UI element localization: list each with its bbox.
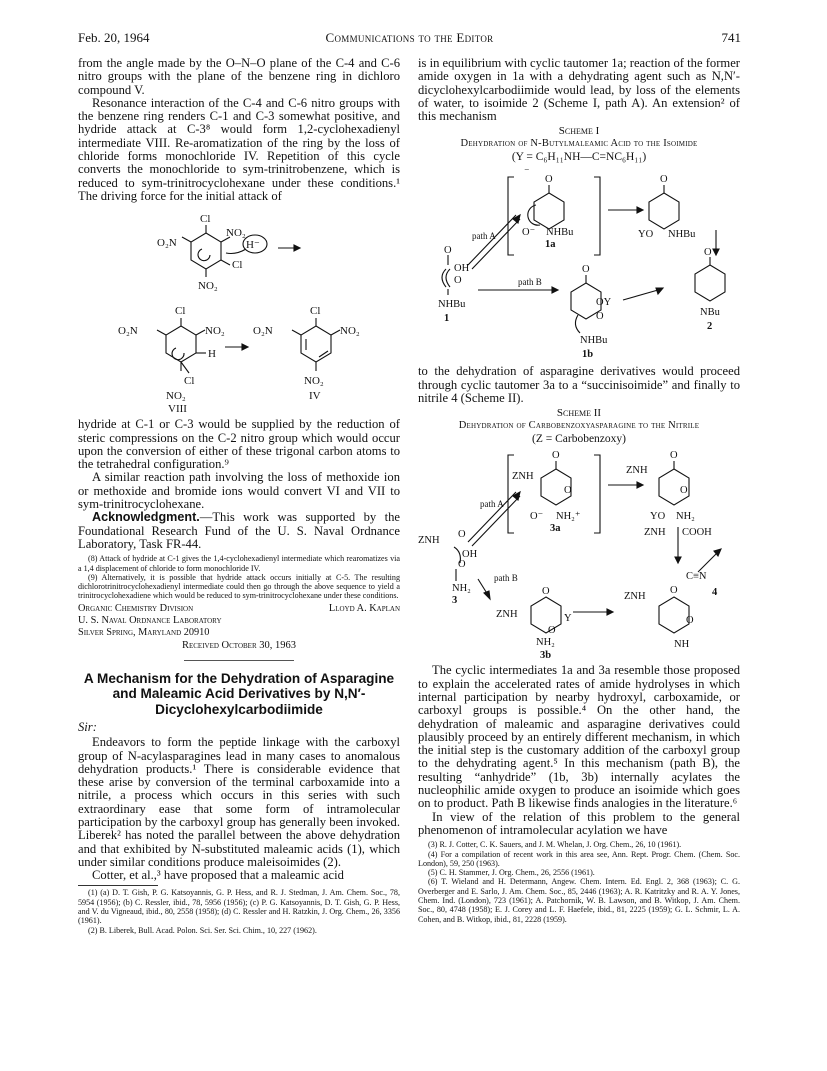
- bracket-minus: ⁻: [524, 167, 530, 179]
- scheme-subtitle: Dehydration of Carbobenzoxyasparagine to the Nitrile: [458, 420, 700, 432]
- hydrogen-label: H: [208, 348, 216, 361]
- paragraph: is in equilibrium with cyclic tautomer 1a; reaction of the former amide oxygen in 1a with a dehydrating agent such as N,N′-dicyclohexylcarbodiimide would lead, by loss of the elements of water, to isoimide 2 (Scheme I, path A). An extension² of this mechanism: [418, 56, 740, 124]
- paragraph: Resonance interaction of the C-4 and C-6 nitro groups with the benzene ring renders C-1 and C-3 somewhat positive, and hydride attack at C-3⁸ would form 1,2-cyclohexadienyl intermediate VIII. Re-aromatization of the ring by the loss of chloride forms monochloride IV. Repetition of this cycle converts the monochloride to sym-trinitrobenzene, which is reduced to sym-trinitrocyclohexane under these conditions.¹ The driving force for the initial attack of: [78, 95, 400, 203]
- laboratory: U. S. Naval Ordnance Laboratory: [78, 614, 222, 626]
- nitro-label: NO₂: [198, 280, 218, 293]
- atom-label: O: [660, 174, 668, 186]
- paragraph: to the dehydration of asparagine derivatives would proceed through cyclic tautomer 3a to a “succinisoimide” and finally to nitrile 4 (Scheme II).: [418, 364, 740, 406]
- journal-section: Communications to the Editor: [325, 30, 494, 45]
- path-a-label: path A: [480, 499, 504, 510]
- paragraph: hydride at C-1 or C-3 would be supplied by the reduction of steric compressions on the C-2 nitro group which would occur upon the conversion of either of these trigonal carbon atoms to the tetrahedral configuration.⁹: [78, 417, 400, 472]
- atom-label: O: [704, 247, 712, 259]
- atom-label: ZNH: [512, 471, 534, 483]
- atom-label: O: [454, 275, 462, 287]
- compound-label-iv: IV: [309, 390, 321, 403]
- compound-label-2: 2: [707, 321, 713, 333]
- scheme-title: Scheme II: [556, 407, 602, 420]
- compound-label-1a: 1a: [545, 239, 556, 251]
- path-a-label: path A: [472, 231, 496, 242]
- footnote: (6) T. Wieland and H. Determann, Angew. Chem. Intern. Ed. Engl. 2, 368 (1963); C. G. Overberger and E. Sarlo, J. Am. Chem. Soc., 85, 2446 (1963); A. R. Katritzky and R. A. Y. Jones, Chem. Ind. (London), 723 (1961); A. Patchornik, W. B. Lawson, and B. Witkop, J. Am. Chem. Soc., 80, 4748 (1958); E. J. Corey and L. F. Haefele, ibid., 81, 2225 (1959); G. L. Schmir, L. A. Cohen, and B. Witkop, ibid., 81, 2228 (1959).: [418, 877, 740, 924]
- author: Lloyd A. Kaplan: [328, 602, 400, 614]
- nitro-label: NO₂: [205, 325, 225, 338]
- running-header: [78, 30, 741, 50]
- paragraph: Cotter, et al.,³ have proposed that a maleamic acid: [92, 868, 344, 883]
- compound-label-4: 4: [712, 587, 718, 599]
- atom-label: OH: [462, 549, 478, 561]
- right-column: [418, 57, 740, 924]
- atom-label: O: [444, 245, 452, 257]
- atom-label: NH: [674, 639, 690, 651]
- acknowledgment: [78, 511, 400, 551]
- atom-label: O: [670, 450, 678, 462]
- footnotes: [78, 888, 400, 934]
- issue-date: Feb. 20, 1964: [78, 30, 150, 45]
- chlorine-label: Cl: [310, 305, 321, 318]
- atom-label: ZNH: [418, 535, 440, 547]
- nitro-label: NO₂: [340, 325, 360, 338]
- atom-label: O: [686, 615, 694, 627]
- nitro-label: NO₂: [166, 390, 186, 403]
- atom-label: O: [545, 174, 553, 186]
- atom-label: NH₂: [536, 637, 555, 649]
- paragraph: In view of the relation of this problem to the general phenomenon of intramolecular acylation we have: [418, 809, 740, 837]
- compound-label-3b: 3b: [540, 650, 552, 660]
- acknowledgment-title: Acknowledgment.: [92, 510, 200, 525]
- atom-label: YO: [650, 511, 666, 523]
- atom-label: O: [564, 485, 572, 497]
- scheme-note: (Z = Carbobenzoxy): [532, 433, 626, 446]
- paragraph: from the angle made by the O–N–O plane of the C-4 and C-6 nitro groups with the plane of the benzene ring in dichloro compound V.: [78, 56, 400, 97]
- atom-label: NHBu: [438, 299, 466, 311]
- article-title: A Mechanism for the Dehydration of Asparagine and Maleamic Acid Derivatives by N,N′-Dicyclohexylcarbodiimide: [83, 670, 395, 717]
- atom-label: NH₂: [676, 511, 695, 523]
- location: Silver Spring, Maryland 20910: [78, 626, 210, 638]
- compound-label-viii: VIII: [168, 403, 187, 414]
- scheme-i-diagram: [418, 165, 740, 360]
- footnote: (3) R. J. Cotter, C. K. Sauers, and J. M. Whelan, J. Org. Chem., 26, 10 (1961).: [428, 840, 682, 850]
- paragraph: A similar reaction path involving the loss of methoxide ion or methoxide and bromide ions would convert VI and VII to sym-trinitrocyclohexane.: [78, 470, 400, 512]
- atom-label: NHBu: [546, 227, 574, 239]
- compound-label-1b: 1b: [582, 349, 594, 361]
- scheme-note: (Y = C₆H₁₁NH—C=NC₆H₁₁): [511, 151, 647, 164]
- atom-label: ZNH: [496, 609, 518, 621]
- atom-label: O: [548, 625, 556, 637]
- atom-label: O: [582, 264, 590, 276]
- footnote: (2) B. Liberek, Bull. Acad. Polon. Sci. Ser. Sci. Chim., 10, 227 (1962).: [88, 925, 317, 935]
- nitro-label: O₂N: [253, 325, 273, 338]
- atom-label: NH₂⁺: [556, 511, 581, 523]
- footnotes: [78, 554, 400, 600]
- paragraph: Endeavors to form the peptide linkage with the carboxyl group of N-acylasparagines lead in many cases to anomalous dehydration products.¹ There is considerable evidence that these arise by conversion of the terminal carboxamide into a nitrile, a process which occurs in this series with such extraordinary ease that some form of intramolecular participation by the carboxyl group has generally been invoked. Liberek² has noted the parallel between the above dehydration and that exhibited by N-substituted maleamic acids (1), which under similar conditions produce maleisoimides (2).: [78, 735, 400, 869]
- division: Organic Chemistry Division: [78, 602, 194, 614]
- left-column: [78, 57, 400, 935]
- atom-label: O: [552, 450, 560, 462]
- atom-label: Y: [564, 613, 572, 625]
- hydride-label: H⁻: [246, 239, 260, 252]
- compound-label-3: 3: [452, 595, 458, 607]
- atom-label: NHBu: [580, 335, 608, 347]
- scheme-ii-diagram: [418, 447, 740, 659]
- acknowledgment-text: —This work was supported by the Foundational Research Fund of the U. S. Naval Ordnance Laboratory, Task FR-44.: [78, 510, 400, 551]
- nitro-label: O₂N: [118, 325, 138, 338]
- divider: [184, 660, 294, 661]
- compound-label-1: 1: [444, 313, 450, 325]
- footnote: (9) Alternatively, it is possible that hydride attack occurs initially at C-5. The resulting dichlorotrinitrocyclohexadienyl intermediate could then go through the above sequence to yield a trinitrocyclohexadiene which would be reduced to sym-trinitrocyclohexane under these conditions.: [78, 572, 400, 601]
- nitro-label: NO₂: [226, 227, 246, 240]
- atom-label: ZNH: [644, 527, 666, 539]
- atom-label: C≡N: [686, 571, 707, 583]
- hydride-attack-scheme: [78, 203, 400, 413]
- atom-label: O: [458, 559, 466, 571]
- chlorine-label: Cl: [200, 213, 211, 226]
- chlorine-label: Cl: [184, 375, 195, 388]
- page-number: 741: [721, 30, 741, 45]
- atom-label: NHBu: [668, 229, 696, 241]
- footnote: (4) For a compilation of recent work in this area see, Ann. Rept. Progr. Chem. (Chem. Soc. London), 59, 250 (1963).: [418, 849, 740, 868]
- atom-label: COOH: [682, 527, 712, 539]
- footnote-rule: [78, 885, 158, 886]
- affiliation: [78, 603, 400, 639]
- atom-label: ZNH: [624, 591, 646, 603]
- atom-label: O⁻: [522, 227, 536, 239]
- atom-label: ZNH: [626, 465, 648, 477]
- atom-label: OH: [454, 263, 470, 275]
- atom-label: NBu: [700, 307, 720, 319]
- atom-label: O: [596, 311, 604, 323]
- chlorine-label: Cl: [175, 305, 186, 318]
- path-b-label: path B: [518, 277, 542, 288]
- atom-label: NH₂: [452, 583, 471, 595]
- nitro-label: O₂N: [157, 237, 177, 250]
- compound-label-3a: 3a: [550, 523, 561, 535]
- atom-label: O: [680, 485, 688, 497]
- atom-label: O: [542, 586, 550, 598]
- received-date: Received October 30, 1963: [181, 639, 296, 651]
- path-b-label: path B: [494, 573, 518, 584]
- chlorine-label: Cl: [232, 259, 243, 272]
- footnotes: [418, 840, 740, 924]
- atom-label: O: [458, 529, 466, 541]
- atom-label: O⁻: [530, 511, 544, 523]
- atom-label: OY: [596, 297, 612, 309]
- atom-label: O: [670, 585, 678, 597]
- paragraph: The cyclic intermediates 1a and 3a resemble those proposed to explain the accelerated rates of amide hydrolyses in which internal participation by nearby hydroxyl, carboxamide, or carboxyl groups is possible.⁴ On the other hand, the dehydration of maleamic and asparagine derivatives could plausibly proceed by an entirely different mechanism, in which the initial step is the customary addition of the carboxyl group to the dehydrating agent.⁵ In this mechanism (path B), the resulting “anhydride” (1b, 3b) internally acylates the nucleophilic amide oxygen to produce an isoimide which goes on to product. Path B likewise finds analogies in the literature.⁶: [418, 663, 740, 811]
- scheme-title: Scheme I: [558, 125, 600, 138]
- footnote: (8) Attack of hydride at C-1 gives the 1,4-cyclohexadienyl intermediate which rearomatizes via a 1,4 displacement of chloride to form monochloride IV.: [78, 554, 400, 573]
- nitro-label: NO₂: [304, 375, 324, 388]
- salutation: Sir:: [78, 720, 97, 735]
- footnote: (1) (a) D. T. Gish, P. G. Katsoyannis, G. P. Hess, and R. J. Stedman, J. Am. Chem. Soc., 78, 5954 (1956); (b) C. Ressler, ibid., 78, 5956 (1956); (c) P. G. Katsoyannis, D. T. Gish, G. P. Hess, and V. du Vigneaud, ibid., 80, 2558 (1958); (d) C. Ressler and H. Ratzkin, J. Org. Chem., 26, 3356 (1961).: [78, 888, 400, 926]
- atom-label: YO: [638, 229, 654, 241]
- footnote: (5) C. H. Stammer, J. Org. Chem., 26, 2556 (1961).: [428, 868, 595, 878]
- scheme-subtitle: Dehydration of N-Butylmaleamic Acid to the Isoimide: [460, 138, 698, 150]
